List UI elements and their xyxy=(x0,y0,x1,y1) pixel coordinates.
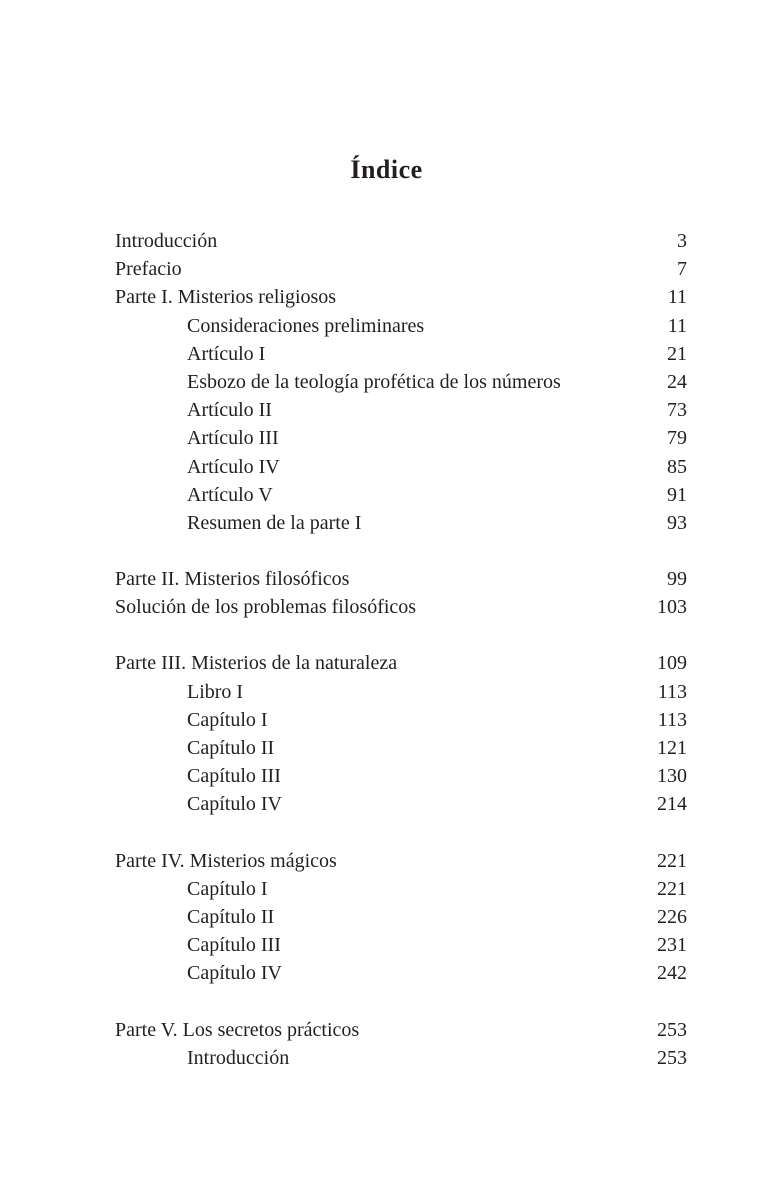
toc-page-number: 109 xyxy=(657,652,687,675)
toc-page-number: 130 xyxy=(657,765,687,788)
toc-entry-label: Solución de los problemas filosóficos xyxy=(115,596,417,619)
toc-entry-label: Introducción xyxy=(187,1046,290,1069)
toc-section xyxy=(115,1016,687,1072)
toc-page-number: 93 xyxy=(667,511,687,534)
toc-subentry xyxy=(115,734,687,762)
toc-entry xyxy=(115,227,687,255)
toc-section xyxy=(115,227,687,537)
toc-page-number: 253 xyxy=(657,1018,687,1041)
toc-entry-label: Consideraciones preliminares xyxy=(187,314,425,337)
toc-entry-label: Capítulo II xyxy=(187,737,275,759)
toc-entry xyxy=(115,593,687,621)
toc-page-number: 226 xyxy=(657,905,687,928)
toc-entry-label: Capítulo IV xyxy=(187,793,282,816)
toc-entry-label: Parte V. Los secretos prácticos xyxy=(115,1018,360,1041)
toc-page-number: 21 xyxy=(667,342,687,365)
toc-entry xyxy=(115,1016,687,1044)
toc-page-number: 85 xyxy=(667,455,687,478)
toc-section xyxy=(115,649,687,818)
toc-page-number: 11 xyxy=(667,286,687,309)
toc-entry-label: Capítulo III xyxy=(187,934,281,957)
toc-subentry xyxy=(115,678,687,706)
toc-entry-label: Capítulo IV xyxy=(187,962,282,985)
toc-page-number: 11 xyxy=(667,314,687,337)
toc-entry-label: Artículo V xyxy=(187,483,273,506)
toc-page-number: 214 xyxy=(657,793,687,816)
toc-subentry xyxy=(115,340,687,368)
toc-entry-label: Resumen de la parte I xyxy=(187,511,362,534)
toc-entry xyxy=(115,255,687,283)
toc-page-number: 79 xyxy=(667,427,687,450)
page-title: Índice xyxy=(350,155,423,185)
toc-subentry xyxy=(115,509,687,537)
toc-subentry xyxy=(115,453,687,481)
toc-page-number: 221 xyxy=(657,877,687,900)
toc-entry-label: Capítulo II xyxy=(187,905,275,928)
toc-entry-label: Parte II. Misterios filosóficos xyxy=(115,568,350,591)
toc-entry-label: Capítulo I xyxy=(187,708,268,731)
toc-page-number: 24 xyxy=(667,370,687,393)
toc-entry xyxy=(115,847,687,875)
toc-entry-label: Esbozo de la teología profética de los números xyxy=(187,370,561,393)
toc-entry-label: Artículo II xyxy=(187,399,272,422)
toc-subentry xyxy=(115,396,687,424)
toc-page-number: 73 xyxy=(667,399,687,422)
toc-subentry xyxy=(115,424,687,452)
toc-entry-label: Artículo IV xyxy=(187,455,280,478)
toc-entry-label: Prefacio xyxy=(115,258,182,281)
table-of-contents xyxy=(115,227,687,1072)
toc-subentry xyxy=(115,959,687,987)
toc-section xyxy=(115,847,687,988)
toc-entry-label: Parte III. Misterios de la naturaleza xyxy=(115,652,398,675)
toc-page-number: 103 xyxy=(657,596,687,619)
toc-section xyxy=(115,565,687,621)
toc-entry xyxy=(115,283,687,311)
toc-page-number: 113 xyxy=(657,708,687,731)
toc-subentry xyxy=(115,875,687,903)
toc-subentry xyxy=(115,706,687,734)
toc-page-number: 3 xyxy=(677,230,687,252)
toc-subentry xyxy=(115,481,687,509)
toc-entry xyxy=(115,649,687,677)
toc-entry-label: Artículo I xyxy=(187,342,266,365)
toc-subentry xyxy=(115,790,687,818)
toc-entry-label: Libro I xyxy=(187,680,244,703)
toc-subentry xyxy=(115,368,687,396)
toc-entry-label: Introducción xyxy=(115,230,218,252)
toc-entry xyxy=(115,565,687,593)
toc-page-number: 99 xyxy=(667,568,687,591)
toc-subentry xyxy=(115,1044,687,1072)
toc-page-number: 242 xyxy=(657,962,687,985)
toc-page-number: 253 xyxy=(657,1046,687,1069)
toc-entry-label: Capítulo III xyxy=(187,765,281,788)
toc-page-number: 113 xyxy=(657,680,687,703)
toc-entry-label: Parte IV. Misterios mágicos xyxy=(115,849,337,872)
toc-subentry xyxy=(115,312,687,340)
toc-page-number: 91 xyxy=(667,483,687,506)
toc-page-number: 221 xyxy=(657,849,687,872)
toc-page-number: 7 xyxy=(677,258,687,281)
toc-page-number: 231 xyxy=(657,934,687,957)
toc-entry-label: Artículo III xyxy=(187,427,279,450)
toc-entry-label: Parte I. Misterios religiosos xyxy=(115,286,337,309)
toc-subentry xyxy=(115,931,687,959)
toc-page-number: 121 xyxy=(657,737,687,759)
toc-subentry xyxy=(115,762,687,790)
toc-entry-label: Capítulo I xyxy=(187,877,268,900)
toc-subentry xyxy=(115,903,687,931)
